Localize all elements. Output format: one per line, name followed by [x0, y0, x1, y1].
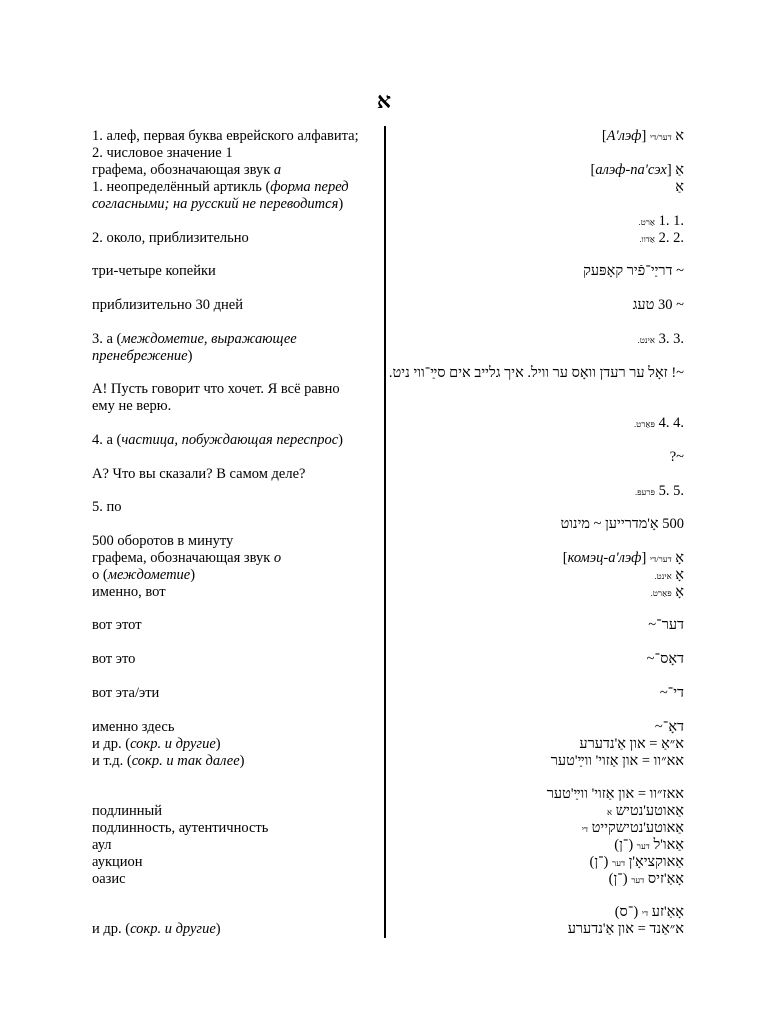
text-run: подлинный [92, 803, 162, 819]
text-run: графема, обозначающая звук [92, 550, 274, 566]
italic-text: согласными; на русский не переводится [92, 196, 339, 212]
grammar-label: א [607, 807, 613, 817]
grammar-label: דער [631, 875, 645, 885]
text-run: 2. числовое значение 1 [92, 145, 233, 161]
text-run: 5. по [92, 499, 122, 515]
text-run: подлинность, аутентичность [92, 820, 269, 836]
text-run: (־ס) [614, 904, 642, 920]
italic-text: сокр. и так далее [131, 753, 240, 769]
yiddish-line [388, 263, 684, 280]
text-run: אַאוטע'נטישקייט [588, 820, 684, 836]
russian-line [92, 719, 382, 736]
text-run: аукцион [92, 854, 143, 870]
yiddish-line [388, 550, 684, 568]
yiddish-line [388, 162, 684, 179]
text-run: и т.д. ( [92, 753, 132, 769]
text-run: 1. неопределённый артикль ( [92, 179, 271, 195]
russian-line [92, 398, 382, 415]
yiddish-line [388, 567, 684, 585]
text-run: א [671, 128, 684, 144]
yiddish-line [388, 854, 684, 872]
text-run: и др. ( [92, 736, 131, 752]
russian-line [92, 803, 382, 820]
yiddish-line [388, 331, 684, 349]
russian-line [92, 196, 382, 213]
russian-line [92, 162, 382, 179]
russian-line [92, 584, 382, 601]
italic-text: междометие, выражающее [121, 331, 297, 347]
text-run: и др. ( [92, 921, 131, 937]
yiddish-line [388, 753, 684, 770]
italic-text: алэф-па'сэх [595, 162, 667, 178]
russian-line [92, 179, 382, 196]
italic-text: комэц-а'лэф [567, 550, 642, 566]
russian-line [92, 854, 382, 871]
text-run: אַאוטע'נטיש [612, 803, 684, 819]
text-run: א״אַ = און אַ'נדערע [579, 736, 684, 752]
text-run: А? Что вы сказали? В самом деле? [92, 466, 306, 482]
text-run: ~! זאָל ער רעדן וואָס ער וויל. איך גלייב אים סײַ־ווי ניט. [388, 365, 684, 381]
russian-line [92, 499, 382, 516]
text-run: ему не верю. [92, 398, 172, 414]
italic-text: о [273, 550, 282, 566]
text-run: ) [215, 736, 221, 752]
grammar-label: דער [636, 841, 650, 851]
text-run: 1. алеф, первая буква еврейского алфавита; [92, 128, 359, 144]
yiddish-line [388, 128, 684, 146]
text-run: 4. а ( [92, 432, 122, 448]
grammar-label: פּאַרט. [650, 588, 672, 598]
yiddish-line [388, 415, 684, 433]
text-run: [ [641, 128, 650, 144]
russian-line [92, 921, 382, 938]
yiddish-line [388, 921, 684, 938]
grammar-label: דער/די [649, 554, 672, 564]
text-run: 500 אָ'מדרייען ~ מינוט [560, 516, 684, 532]
text-run: .5 .5 [655, 483, 684, 499]
text-run: ) [215, 921, 221, 937]
text-run: (־ן) [608, 871, 632, 887]
text-run: [ [641, 550, 650, 566]
russian-line [92, 297, 382, 314]
russian-line [92, 348, 382, 365]
text-run: ] [601, 128, 607, 144]
text-run: .3 .3 [655, 331, 684, 347]
text-run: графема, обозначающая звук [92, 162, 274, 178]
grammar-label: פּאַרט. [634, 419, 655, 429]
text-run: אאז״וו = און אַזוי' ווײַ'טער [546, 786, 684, 802]
yiddish-line [388, 837, 684, 855]
yiddish-line [388, 904, 684, 922]
russian-line [92, 466, 382, 483]
text-run: вот эта/эти [92, 685, 160, 701]
russian-line [92, 567, 382, 584]
russian-line [92, 820, 382, 837]
text-run: приблизительно 30 дней [92, 297, 243, 313]
yiddish-line [388, 179, 684, 196]
grammar-label: דער/די [649, 132, 672, 142]
grammar-label: אַרט. [638, 217, 655, 227]
grammar-label: אַדוו. [639, 234, 655, 244]
text-run: (־ן) [614, 837, 637, 853]
text-run: דאָס־~ [646, 651, 684, 667]
grammar-label: אינט. [637, 335, 655, 345]
yiddish-line [388, 871, 684, 889]
text-run: .1 .1 [655, 213, 684, 229]
grammar-label: פּרעפּ. [634, 487, 655, 497]
text-run: ] [590, 162, 596, 178]
yiddish-line [388, 483, 684, 501]
text-run: 500 оборотов в минуту [92, 533, 234, 549]
russian-line [92, 617, 382, 634]
grammar-label: דער [612, 858, 626, 868]
yiddish-line [388, 685, 684, 702]
grammar-label: די [641, 908, 649, 918]
text-run: ~ דריַי־פֿיר קאָפּעק [583, 263, 684, 279]
text-run: оазис [92, 871, 126, 887]
yiddish-line [388, 365, 684, 382]
text-run: именно здесь [92, 719, 175, 735]
russian-line [92, 145, 382, 162]
russian-line [92, 381, 382, 398]
russian-line [92, 651, 382, 668]
italic-text: сокр. и другие [130, 736, 216, 752]
text-run: вот это [92, 651, 136, 667]
text-run: דער־~ [648, 617, 684, 633]
text-run: ~ 30 טעג [632, 297, 684, 313]
russian-line [92, 837, 382, 854]
yiddish-line [388, 230, 684, 248]
text-run: אַאו'ל [649, 837, 684, 853]
russian-line [92, 550, 382, 567]
yiddish-line [388, 651, 684, 668]
text-run: ) [239, 753, 245, 769]
italic-text: междометие [107, 567, 191, 583]
russian-line [92, 736, 382, 753]
yiddish-line [388, 736, 684, 753]
text-run: ) [187, 348, 193, 364]
text-run: именно, вот [92, 584, 166, 600]
text-run: אַ [675, 179, 684, 195]
italic-text: А'лэф [606, 128, 642, 144]
grammar-label: די [581, 824, 589, 834]
text-run: .4 .4 [655, 415, 684, 431]
russian-line [92, 432, 382, 449]
text-run: А! Пусть говорит что хочет. Я всё равно [92, 381, 340, 397]
yiddish-line [388, 584, 684, 602]
yiddish-line [388, 449, 684, 466]
text-run: три-четыре копейки [92, 263, 216, 279]
text-run: о ( [92, 567, 108, 583]
yiddish-line [388, 786, 684, 803]
text-run: вот этот [92, 617, 142, 633]
text-run: אַ [ [666, 162, 684, 178]
page-heading-letter: א [376, 88, 392, 113]
italic-text: a [273, 162, 282, 178]
text-run: ] [562, 550, 568, 566]
text-run: אָאַ'זיס [644, 871, 684, 887]
text-run: (־ן) [589, 854, 613, 870]
yiddish-line [388, 213, 684, 231]
column-divider [384, 126, 386, 938]
text-run: аул [92, 837, 112, 853]
yiddish-line [388, 719, 684, 736]
italic-text: сокр. и другие [130, 921, 216, 937]
russian-line [92, 331, 382, 348]
russian-line [92, 128, 382, 145]
text-run: די־~ [659, 685, 684, 701]
russian-line [92, 753, 382, 770]
text-run: אָאַ'זע [648, 904, 684, 920]
italic-text: частица, побуждающая переспрос [121, 432, 339, 448]
text-run: אא״וו = און אַזוי' ווײַ'טער [550, 753, 684, 769]
grammar-label: אינט. [654, 571, 672, 581]
yiddish-line [388, 803, 684, 821]
text-run: ) [338, 196, 344, 212]
text-run: אָ [671, 550, 684, 566]
russian-line [92, 685, 382, 702]
yiddish-line [388, 820, 684, 838]
russian-line [92, 230, 382, 247]
text-run: .2 .2 [655, 230, 684, 246]
text-run: 3. а ( [92, 331, 122, 347]
yiddish-line [388, 516, 684, 533]
yiddish-line [388, 297, 684, 314]
italic-text: пренебрежение [92, 348, 188, 364]
text-run: אָ [671, 584, 684, 600]
text-run: אַאוקציאָ'ן [625, 854, 684, 870]
italic-text: форма перед [270, 179, 349, 195]
russian-line [92, 533, 382, 550]
text-run: דאָ־~ [654, 719, 684, 735]
text-run: 2. около, приблизительно [92, 230, 249, 246]
text-run: ) [190, 567, 196, 583]
text-run: ) [338, 432, 343, 448]
yiddish-line [388, 617, 684, 634]
text-run: א״אַנד = און אַ'נדערע [567, 921, 684, 937]
russian-line [92, 263, 382, 280]
text-run: ~? [669, 449, 684, 465]
russian-line [92, 871, 382, 888]
text-run: אָ [671, 567, 684, 583]
